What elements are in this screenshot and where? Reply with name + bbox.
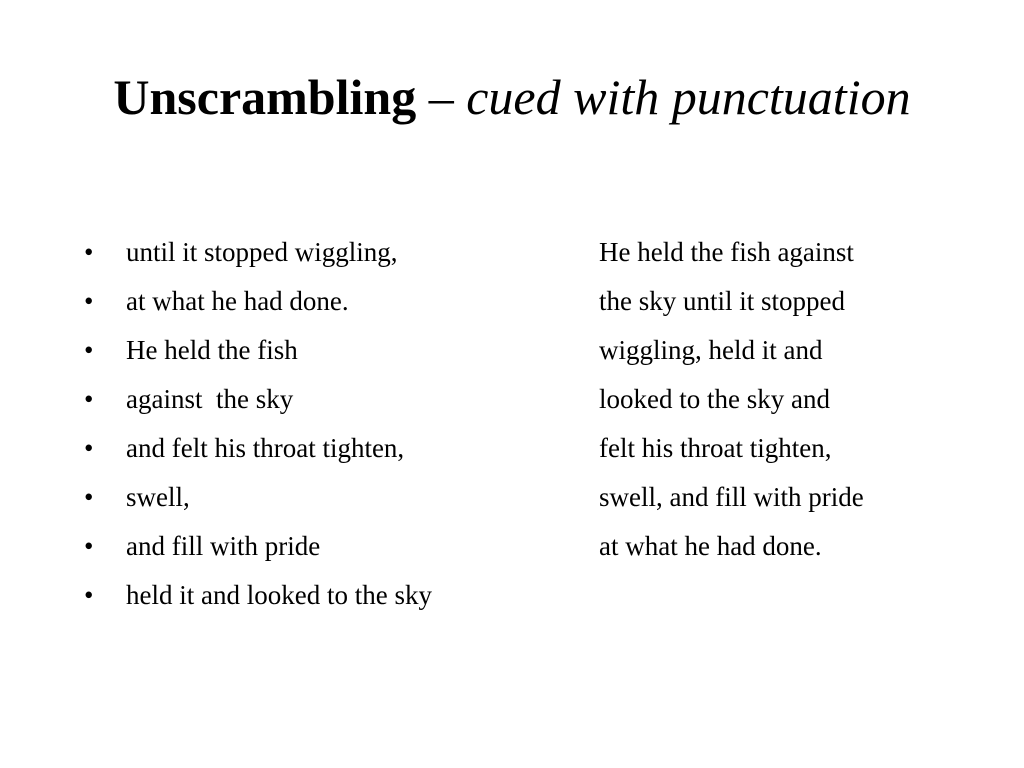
bullet-icon: •	[84, 531, 94, 561]
answer-line: swell, and fill with pride	[599, 482, 864, 512]
list-item	[84, 326, 554, 375]
answer-line: the sky until it stopped	[599, 286, 845, 316]
list-item-text: and felt his throat tighten,	[126, 433, 405, 463]
bullet-icon: •	[84, 237, 94, 267]
list-item	[84, 473, 554, 522]
answer-line: wiggling, held it and	[599, 335, 823, 365]
list-item	[84, 424, 554, 473]
answer-line: at what he had done.	[599, 531, 822, 561]
answer-line: He held the fish against	[599, 237, 854, 267]
answer-line: looked to the sky and	[599, 384, 830, 414]
slide-title	[60, 68, 964, 126]
list-item-text: and fill with pride	[126, 531, 321, 561]
bullet-icon: •	[84, 580, 94, 610]
bullet-icon: •	[84, 286, 94, 316]
answer-line: felt his throat tighten,	[599, 433, 832, 463]
title-main: Unscrambling	[113, 69, 417, 125]
list-item	[84, 228, 554, 277]
list-item-text: against the sky	[126, 384, 294, 414]
list-item-text: He held the fish	[126, 335, 298, 365]
bullet-icon: •	[84, 335, 94, 365]
answer-paragraph	[599, 228, 999, 571]
bullet-icon: •	[84, 482, 94, 512]
list-item-text: held it and looked to the sky	[126, 580, 432, 610]
bullet-icon: •	[84, 384, 94, 414]
list-item	[84, 277, 554, 326]
list-item	[84, 522, 554, 571]
scrambled-phrase-list	[84, 228, 554, 620]
bullet-icon: •	[84, 433, 94, 463]
title-dash: –	[416, 69, 467, 125]
list-item	[84, 375, 554, 424]
list-item-text: at what he had done.	[126, 286, 349, 316]
list-item-text: until it stopped wiggling,	[126, 237, 398, 267]
list-item-text: swell,	[126, 482, 190, 512]
title-subtitle: cued with punctuation	[466, 69, 911, 125]
list-item	[84, 571, 554, 620]
